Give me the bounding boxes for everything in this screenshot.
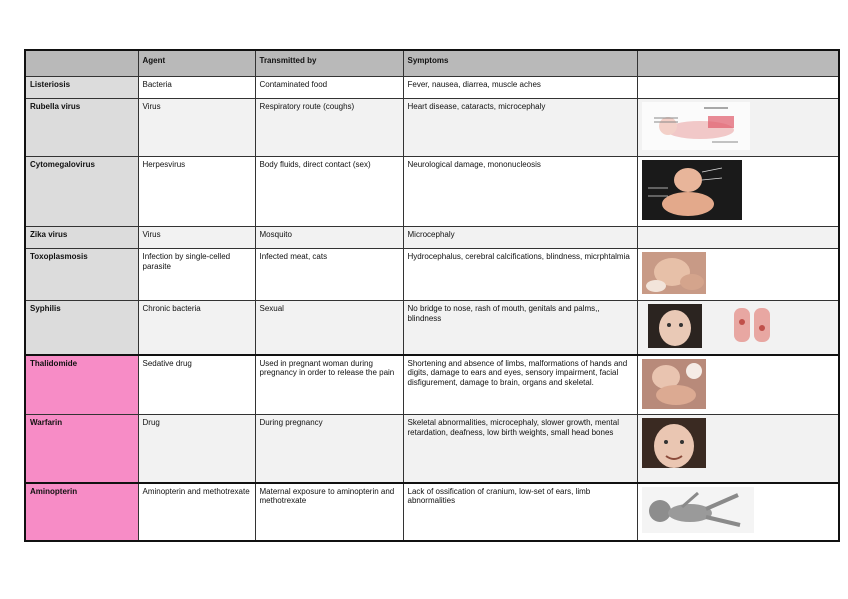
row-transmitted: Respiratory route (coughs)	[255, 99, 403, 157]
row-agent: Virus	[138, 99, 255, 157]
row-symptoms: No bridge to nose, rash of mouth, genitals and palms,, blindness	[403, 301, 637, 355]
row-transmitted: Infected meat, cats	[255, 249, 403, 301]
table-row	[25, 355, 839, 415]
row-agent: Bacteria	[138, 77, 255, 99]
row-agent: Infection by single-celled parasite	[138, 249, 255, 301]
table-row	[25, 249, 839, 301]
row-transmitted: During pregnancy	[255, 415, 403, 483]
table-row	[25, 301, 839, 355]
toxoplasmosis-infant-image	[642, 252, 835, 294]
row-name: Listeriosis	[25, 77, 138, 99]
thalidomide-infant-image	[642, 359, 835, 409]
row-symptoms: Microcephaly	[403, 227, 637, 249]
row-agent: Drug	[138, 415, 255, 483]
row-symptoms: Hydrocephalus, cerebral calcifications, blindness, micrphtalmia	[403, 249, 637, 301]
row-name: Thalidomide	[25, 355, 138, 415]
row-image-empty	[637, 77, 839, 99]
syphilis-images	[642, 304, 835, 348]
header-row	[25, 50, 839, 77]
rubella-diagram-image	[642, 102, 835, 150]
header-symptoms: Symptoms	[403, 50, 637, 77]
warfarin-infant-image	[642, 418, 835, 476]
row-transmitted: Maternal exposure to aminopterin and methotrexate	[255, 483, 403, 541]
row-agent: Herpesvirus	[138, 157, 255, 227]
row-name: Rubella virus	[25, 99, 138, 157]
row-agent: Virus	[138, 227, 255, 249]
row-transmitted: Used in pregnant woman during pregnancy in order to release the pain	[255, 355, 403, 415]
row-agent: Sedative drug	[138, 355, 255, 415]
table-row	[25, 483, 839, 541]
row-agent: Aminopterin and methotrexate	[138, 483, 255, 541]
row-name: Aminopterin	[25, 483, 138, 541]
row-symptoms: Heart disease, cataracts, microcephaly	[403, 99, 637, 157]
table-row	[25, 157, 839, 227]
row-name: Warfarin	[25, 415, 138, 483]
teratogens-table	[24, 49, 840, 542]
row-symptoms: Shortening and absence of limbs, malformations of hands and digits, damage to ears and eyes, sensory impairment, facial disfigurement, damage to brain, organs and skeletal.	[403, 355, 637, 415]
row-agent: Chronic bacteria	[138, 301, 255, 355]
row-transmitted: Sexual	[255, 301, 403, 355]
row-name: Syphilis	[25, 301, 138, 355]
cytomegalovirus-infant-image	[642, 160, 835, 220]
aminopterin-infant-image	[642, 487, 835, 533]
row-symptoms: Skeletal abnormalities, microcephaly, slower growth, mental retardation, deafness, low birth weights, small head bones	[403, 415, 637, 483]
row-name: Zika virus	[25, 227, 138, 249]
table-row	[25, 99, 839, 157]
row-image-empty	[637, 227, 839, 249]
header-transmitted: Transmitted by	[255, 50, 403, 77]
row-transmitted: Contaminated food	[255, 77, 403, 99]
row-symptoms: Fever, nausea, diarrea, muscle aches	[403, 77, 637, 99]
header-blank	[25, 50, 138, 77]
header-image	[637, 50, 839, 77]
table-row	[25, 227, 839, 249]
table-row	[25, 77, 839, 99]
header-agent: Agent	[138, 50, 255, 77]
row-name: Cytomegalovirus	[25, 157, 138, 227]
row-transmitted: Body fluids, direct contact (sex)	[255, 157, 403, 227]
table-row	[25, 415, 839, 483]
row-transmitted: Mosquito	[255, 227, 403, 249]
row-symptoms: Neurological damage, mononucleosis	[403, 157, 637, 227]
row-name: Toxoplasmosis	[25, 249, 138, 301]
row-symptoms: Lack of ossification of cranium, low-set of ears, limb abnormalities	[403, 483, 637, 541]
